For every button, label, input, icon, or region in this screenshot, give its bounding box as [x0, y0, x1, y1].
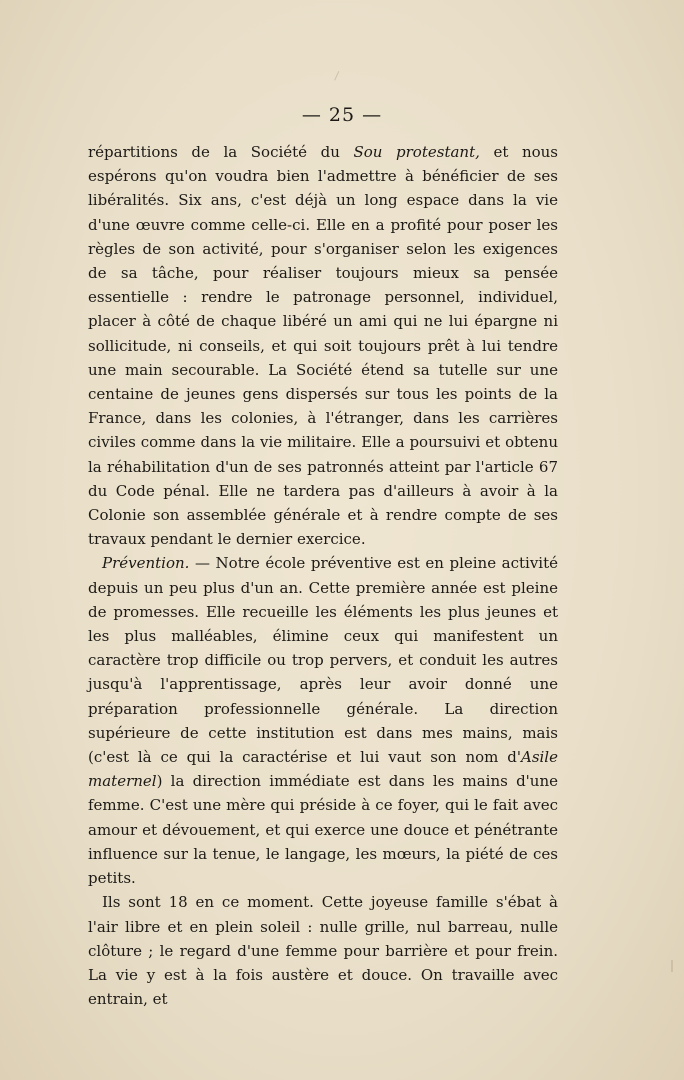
- ink-smudge: [334, 71, 345, 83]
- paragraph-2-text-b: ) la direction immédiate est dans les mains d'une femme. C'est une mère qui préside à ce foyer, qui le fait avec amour et dévouement, et qui exerce une douce et pénétrante influence sur la tenue, le langage, les mœurs, la piété de ces petits.: [88, 772, 558, 888]
- paragraph-3-text-a: Ils sont 18 en ce moment. Cette joyeuse famille s'ébat à l'air libre et en plein soleil : nulle grille, nul barreau, nulle clôture ; le regard d'une femme pour barrière et pour frein. La vie y est à la fois austère et douce. On travaille avec entrain, et: [88, 893, 558, 1009]
- paragraph-1-text-b: et nous espérons qu'on voudra bien l'admettre à bénéficier de ses libéralités. Six ans, c'est déjà un long espace dans la vie d'une œuvre comme celle-ci. Elle en a profité pour poser les règles de son activité, pour s'organiser selon les exigences de sa tâche, pour réaliser toujours mieux sa pensée essentielle : rendre le patronage personnel, individuel, placer à côté de chaque libéré un ami qui ne lui épargne ni sollicitude, ni conseils, et qui soit toujours prêt à lui tendre une main secourable. La Société étend sa tutelle sur une centaine de jeunes gens dispersés sur tous les points de la France, dans les colonies, à l'étranger, dans les carrières civiles comme dans la vie militaire. Elle a poursuivi et obtenu la réhabilitation d'un de ses patronnés atteint par l'article 67 du Code pénal. Elle ne tardera pas d'ailleurs à avoir à la Colonie son assemblée générale et à rendre compte de ses travaux pendant le dernier exercice.: [88, 143, 558, 549]
- paragraph-2-text-a: — Notre école préventive est en pleine activité depuis un peu plus d'un an. Cette première année est pleine de promesses. Elle recueille les éléments les plus jeunes et les plus malléables, élimine ceux qui manifestent un caractère trop difficile ou trop pervers, et conduit les autres jusqu'à l'apprentissage, après leur avoir donné une préparation professionnelle générale. La direction supérieure de cette institution est dans mes mains, mais (c'est là ce qui la caractérise et lui vaut son nom d': [88, 554, 558, 767]
- page-number: — 25 —: [301, 104, 383, 126]
- paragraph-2-italic: Asile maternel: [88, 748, 558, 791]
- paragraph-1-text-a: répartitions de la Société du: [88, 143, 354, 161]
- body-text: [88, 140, 558, 1011]
- paragraph-1: [88, 140, 558, 551]
- margin-mark: [671, 960, 673, 972]
- paragraph-2-lead: Prévention.: [102, 554, 190, 573]
- paragraph-1-italic: Sou protestant,: [353, 143, 480, 161]
- paragraph-2: [88, 551, 558, 890]
- paragraph-3: [88, 890, 558, 1011]
